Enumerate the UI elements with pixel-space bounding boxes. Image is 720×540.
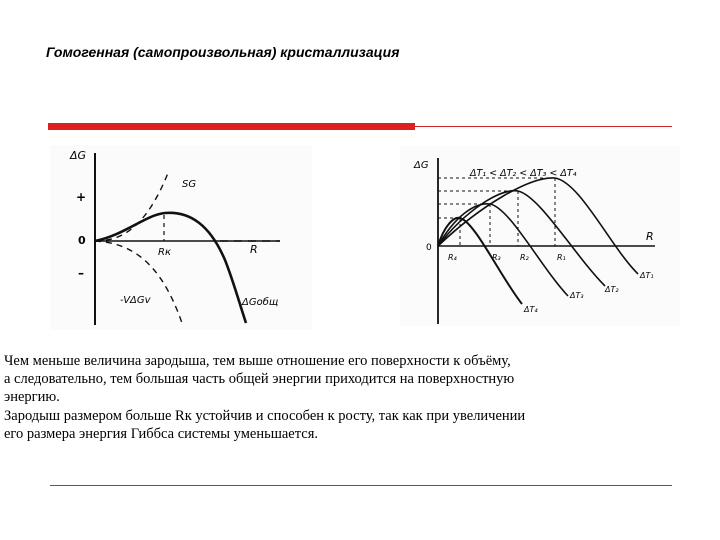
y-axis-label: ΔG <box>414 160 429 171</box>
bottom-divider-line <box>50 485 672 486</box>
critical-radius-label: Rк <box>158 247 171 258</box>
rk-label-3: R₃ <box>492 253 501 262</box>
zero-label: 0 <box>426 243 432 253</box>
body-line: а следовательно, тем большая часть общей энергии приходится на поверхностную <box>4 371 515 388</box>
body-text <box>4 352 704 443</box>
rk-label-2: R₂ <box>520 253 529 262</box>
zero-label: 0 <box>78 234 86 247</box>
rk-label-1: R₁ <box>557 253 566 262</box>
minus-label: – <box>78 266 84 280</box>
curve-label-dt4: ΔT₄ <box>524 305 538 314</box>
y-axis-label: ΔG <box>70 149 87 162</box>
volume-curve-label: -VΔGv <box>120 295 151 306</box>
body-line: энергию. <box>4 389 60 406</box>
body-line: Зародыш размером больше Rк устойчив и способен к росту, так как при увеличении <box>4 407 526 424</box>
title-accent-bar <box>48 123 415 130</box>
surface-curve-label: SG <box>182 179 197 190</box>
curve-label-dt3: ΔT₃ <box>570 291 584 300</box>
rk-label-4: R₄ <box>448 253 457 262</box>
plus-label: + <box>76 190 87 204</box>
body-line: его размера энергия Гиббса системы уменьшается. <box>4 425 318 442</box>
slide-title: Гомогенная (самопроизвольная) кристаллизация <box>46 44 400 60</box>
gibbs-energy-figure <box>50 145 312 330</box>
curve-label-dt2: ΔT₂ <box>605 285 619 294</box>
legend-text: ΔT₁ < ΔT₂ < ΔT₃ < ΔT₄ <box>470 168 577 179</box>
body-line: Чем меньше величина зародыша, тем выше отношение его поверхности к объёму, <box>4 353 511 369</box>
curve-label-dt1: ΔT₁ <box>640 271 654 280</box>
x-axis-label: R <box>250 243 258 256</box>
x-axis-label: R <box>646 230 654 243</box>
undercooling-figure <box>400 146 680 326</box>
total-curve-label: ΔGобщ <box>242 297 279 308</box>
